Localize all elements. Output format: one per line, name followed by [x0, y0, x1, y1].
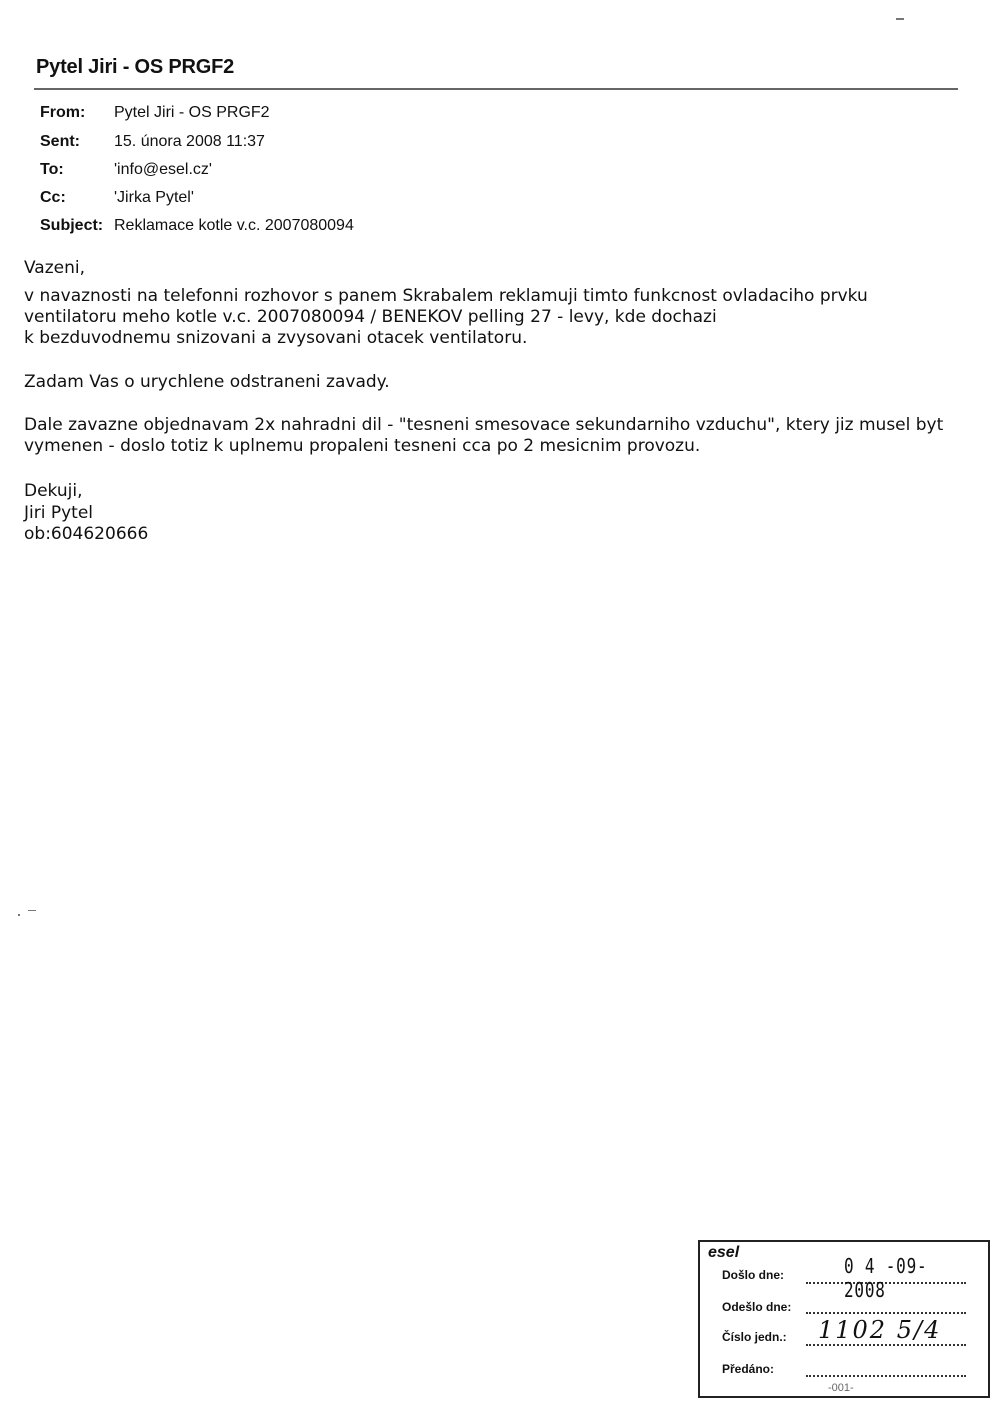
stamp-brand: esel — [708, 1244, 740, 1261]
closing: Dekuji, — [24, 481, 83, 501]
subject-value: Reklamace kotle v.c. 2007080094 — [114, 217, 354, 234]
received-stamp — [698, 1240, 990, 1398]
signature-name: Jiri Pytel — [24, 503, 94, 523]
signature-phone: ob:604620666 — [24, 524, 149, 544]
greeting: Vazeni, — [24, 258, 86, 278]
body-line: Dale zavazne objednavam 2x nahradni dil - "tesneni smesovace sekundarniho vzduchu", ktery jiz musel byt — [24, 415, 944, 435]
body-line: v navaznosti na telefonni rozhovor s panem Skrabalem reklamuji timto funkcnost ovladaciho prvku — [24, 286, 868, 306]
ref-number-label: Číslo jedn.: — [722, 1330, 787, 1344]
sent-out-dotted-line — [806, 1312, 966, 1314]
sent-label: Sent: — [40, 133, 80, 150]
email-title: Pytel Jiri - OS PRGF2 — [36, 56, 235, 78]
scan-speck — [28, 910, 36, 911]
handed-label: Předáno: — [722, 1362, 775, 1376]
body-line: vymenen - doslo totiz k uplnemu propaleni tesneni cca po 2 mesicnim provozu. — [24, 436, 701, 456]
title-divider — [34, 88, 958, 90]
sent-out-label: Odešlo dne: — [722, 1300, 792, 1314]
to-value: 'info@esel.cz' — [114, 161, 212, 178]
from-value: Pytel Jiri - OS PRGF2 — [114, 104, 270, 121]
from-label: From: — [40, 104, 86, 121]
received-date: 0 4 -09- 2008 — [844, 1254, 928, 1302]
scan-speck — [896, 18, 904, 20]
stamp-footer: -001- — [828, 1382, 854, 1394]
handed-dotted-line — [806, 1375, 966, 1377]
body-line: k bezduvodnemu snizovani a zvysovani otacek ventilatoru. — [24, 328, 528, 348]
ref-number-handwritten: 1102 5/4 — [818, 1316, 942, 1344]
cc-value: 'Jirka Pytel' — [114, 189, 194, 206]
subject-label: Subject: — [40, 217, 104, 234]
sent-value: 15. února 2008 11:37 — [114, 133, 265, 150]
ref-number-dotted-line — [806, 1344, 966, 1346]
scan-speck — [18, 914, 20, 916]
body-line: Zadam Vas o urychlene odstraneni zavady. — [24, 372, 390, 392]
to-label: To: — [40, 161, 64, 178]
body-line: ventilatoru meho kotle v.c. 2007080094 / BENEKOV pelling 27 - levy, kde dochazi — [24, 307, 717, 327]
cc-label: Cc: — [40, 189, 66, 206]
received-label: Došlo dne: — [722, 1268, 784, 1282]
